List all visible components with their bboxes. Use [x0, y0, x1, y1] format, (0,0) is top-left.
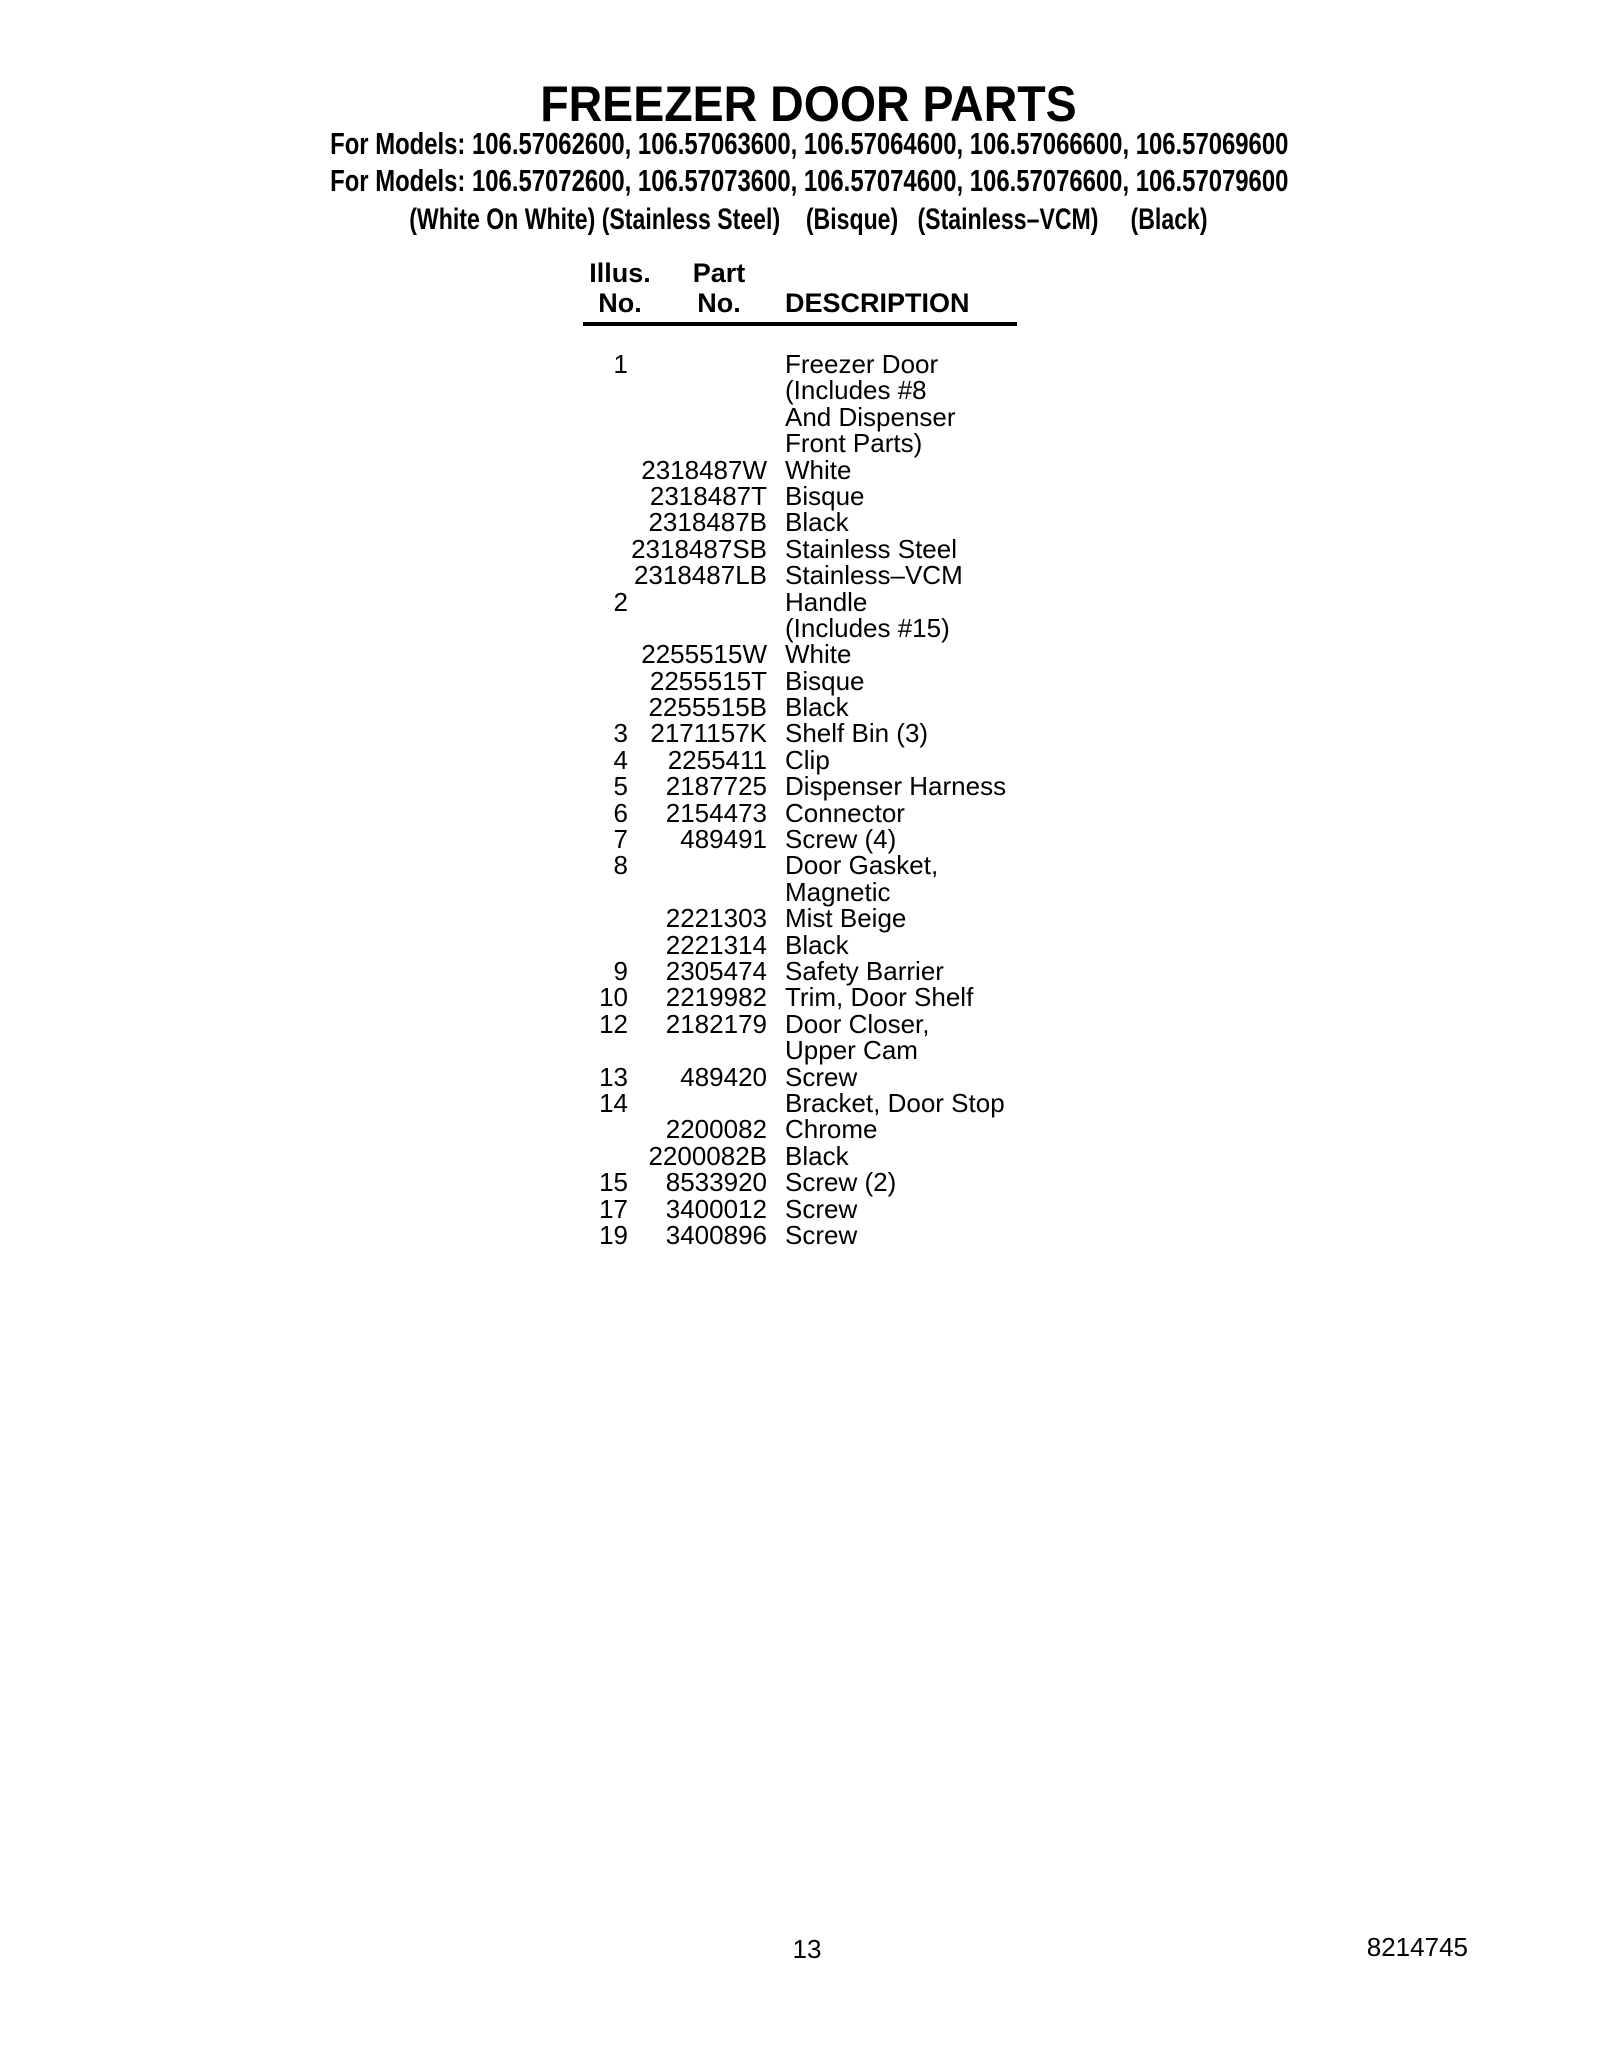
description-cell: Door Closer,	[785, 1008, 930, 1039]
table-row	[570, 665, 1130, 696]
table-row	[570, 428, 1130, 459]
part-no-cell: 2221303	[665, 903, 767, 934]
part-no-cell	[628, 879, 767, 905]
part-no-cell: 2187725	[665, 771, 767, 802]
description-cell: Bracket, Door Stop	[785, 1087, 1005, 1118]
part-no-cell	[628, 1090, 767, 1116]
part-no-cell: 2255411	[667, 744, 767, 775]
illus-no-cell	[570, 932, 628, 958]
illus-no-cell	[570, 404, 628, 430]
part-no-cell: 3400896	[665, 1219, 767, 1250]
description-cell: Door Gasket,	[785, 850, 939, 881]
description-cell: White	[785, 639, 852, 670]
description-column-header: DESCRIPTION	[785, 288, 970, 318]
table-row	[570, 1087, 1130, 1118]
part-no-cell	[628, 852, 767, 878]
illus-no-cell: 19	[599, 1219, 628, 1250]
illus-no-cell: 6	[613, 797, 628, 828]
part-no-cell	[628, 351, 767, 377]
description-cell: Trim, Door Shelf	[785, 982, 974, 1013]
part-no-cell: 3400012	[665, 1193, 767, 1224]
illus-column-header-line2: No.	[598, 288, 642, 318]
finishes-line-wrap	[0, 187, 1600, 253]
illus-no-cell	[570, 430, 628, 456]
models-line-1: For Models: 106.57062600, 106.57063600, 106.57064600, 106.57066600, 106.57069600	[329, 126, 1289, 161]
description-cell: Screw (2)	[785, 1167, 897, 1198]
part-no-cell: 8533920	[665, 1167, 767, 1198]
description-cell: Front Parts)	[785, 428, 923, 459]
table-row	[570, 955, 1130, 986]
table-row	[570, 718, 1130, 749]
description-cell: Safety Barrier	[785, 955, 944, 986]
illus-column-header-line1: Illus.	[589, 258, 651, 288]
description-cell: Screw	[785, 1193, 858, 1224]
description-cell: Magnetic	[785, 876, 891, 907]
part-column-header-line2: No.	[697, 288, 741, 318]
table-row	[570, 982, 1130, 1013]
description-cell: Handle	[785, 586, 868, 617]
table-row	[570, 401, 1130, 432]
part-no-cell: 2318487LB	[633, 560, 767, 591]
description-cell: Freezer Door	[785, 349, 939, 379]
part-no-cell: 2305474	[665, 955, 767, 986]
part-no-cell: 2200082B	[648, 1140, 767, 1171]
illus-no-cell: 17	[599, 1193, 628, 1224]
table-row	[570, 533, 1130, 564]
table-row	[570, 612, 1130, 643]
description-cell: Black	[785, 507, 849, 538]
illus-no-cell: 10	[599, 982, 628, 1013]
table-row	[570, 1114, 1130, 1145]
table-row	[570, 586, 1130, 617]
illus-no-cell: 12	[599, 1008, 628, 1039]
table-row	[570, 1140, 1130, 1171]
description-cell: Black	[785, 929, 849, 960]
illus-no-cell	[570, 483, 628, 509]
illus-no-cell	[570, 1116, 628, 1142]
description-cell: (Includes #15)	[785, 612, 950, 643]
description-cell: Stainless Steel	[785, 533, 957, 564]
illus-no-cell: 9	[613, 955, 628, 986]
table-row	[570, 824, 1130, 855]
illus-no-cell	[570, 536, 628, 562]
table-row	[570, 1167, 1130, 1198]
table-row	[570, 560, 1130, 591]
illus-no-cell	[570, 1143, 628, 1169]
table-row	[570, 1219, 1130, 1250]
header-rule	[583, 322, 1017, 326]
part-no-cell: 489420	[680, 1061, 767, 1092]
table-row	[570, 375, 1130, 406]
description-cell: Upper Cam	[785, 1035, 918, 1066]
illus-no-cell: 15	[599, 1167, 628, 1198]
part-no-cell: 2318487W	[641, 454, 767, 485]
page-title: FREEZER DOOR PARTS	[540, 76, 1078, 132]
part-no-cell	[628, 404, 767, 430]
part-no-cell: 489491	[680, 824, 767, 855]
page-number: 13	[792, 1934, 822, 1964]
description-cell: Connector	[785, 797, 905, 828]
table-row	[570, 507, 1130, 538]
table-row	[570, 692, 1130, 723]
illus-no-cell	[570, 509, 628, 535]
description-cell: And Dispenser	[785, 401, 956, 432]
illus-no-cell	[570, 457, 628, 483]
part-no-cell	[628, 615, 767, 641]
document-number: 8214745	[1366, 1932, 1468, 1962]
part-no-cell: 2318487B	[648, 507, 767, 538]
models-line-2: For Models: 106.57072600, 106.57073600, 106.57074600, 106.57076600, 106.57079600	[329, 163, 1289, 198]
table-row	[570, 771, 1130, 802]
illus-no-cell	[570, 641, 628, 667]
table-row	[570, 744, 1130, 775]
description-cell: White	[785, 454, 852, 485]
description-cell: Black	[785, 692, 849, 723]
table-row	[570, 850, 1130, 881]
table-row	[570, 1008, 1130, 1039]
description-cell: Screw	[785, 1061, 858, 1092]
description-cell: Chrome	[785, 1114, 878, 1145]
illus-no-cell	[570, 1037, 628, 1063]
part-no-cell: 2318487SB	[631, 533, 767, 564]
table-row	[570, 454, 1130, 485]
parts-table-body	[570, 351, 1130, 1248]
illus-no-cell: 4	[613, 744, 628, 775]
description-cell: Screw	[785, 1219, 858, 1250]
part-no-cell	[628, 589, 767, 615]
table-row	[570, 1193, 1130, 1224]
part-no-cell: 2255515T	[649, 665, 767, 696]
part-no-cell: 2255515W	[641, 639, 767, 670]
table-row	[570, 929, 1130, 960]
table-row	[570, 1035, 1130, 1066]
part-no-cell: 2200082	[665, 1114, 767, 1145]
illus-no-cell: 7	[613, 824, 628, 855]
illus-no-cell	[570, 562, 628, 588]
part-no-cell: 2255515B	[648, 692, 767, 723]
illus-no-cell: 1	[613, 349, 628, 379]
illus-no-cell	[570, 615, 628, 641]
table-row	[570, 351, 1130, 377]
table-row	[570, 639, 1130, 670]
part-no-cell: 2171157K	[650, 718, 767, 749]
illus-no-cell	[570, 879, 628, 905]
part-no-cell: 2221314	[665, 929, 767, 960]
description-cell: Bisque	[785, 480, 865, 511]
table-row	[570, 903, 1130, 934]
part-no-cell	[628, 430, 767, 456]
description-cell: Shelf Bin (3)	[785, 718, 929, 749]
part-no-cell	[628, 377, 767, 403]
illus-no-cell: 13	[599, 1061, 628, 1092]
illus-no-cell: 5	[613, 771, 628, 802]
description-cell: Mist Beige	[785, 903, 907, 934]
description-cell: Black	[785, 1140, 849, 1171]
table-row	[570, 480, 1130, 511]
description-cell: Dispenser Harness	[785, 771, 1007, 802]
illus-no-cell: 2	[613, 586, 628, 617]
description-cell: Bisque	[785, 665, 865, 696]
part-no-cell: 2219982	[665, 982, 767, 1013]
part-no-cell: 2182179	[665, 1008, 767, 1039]
description-cell: Stainless–VCM	[785, 560, 963, 591]
table-row	[570, 876, 1130, 907]
part-column-header-line1: Part	[692, 258, 746, 288]
illus-no-cell: 14	[599, 1087, 628, 1118]
part-no-cell	[628, 1037, 767, 1063]
illus-no-cell: 8	[613, 850, 628, 881]
description-cell: Clip	[785, 744, 830, 775]
illus-no-cell	[570, 905, 628, 931]
part-no-cell: 2318487T	[649, 480, 767, 511]
illus-no-cell	[570, 668, 628, 694]
description-cell: Screw (4)	[785, 824, 897, 855]
table-row	[570, 797, 1130, 828]
illus-no-cell	[570, 694, 628, 720]
part-no-cell: 2154473	[665, 797, 767, 828]
illus-no-cell: 3	[613, 718, 628, 749]
table-row	[570, 1061, 1130, 1092]
illus-no-cell	[570, 377, 628, 403]
description-cell: (Includes #8	[785, 375, 927, 406]
finishes-line: (White On White) (Stainless Steel) (Bisque) (Stainless–VCM) (Black)	[409, 203, 1209, 236]
